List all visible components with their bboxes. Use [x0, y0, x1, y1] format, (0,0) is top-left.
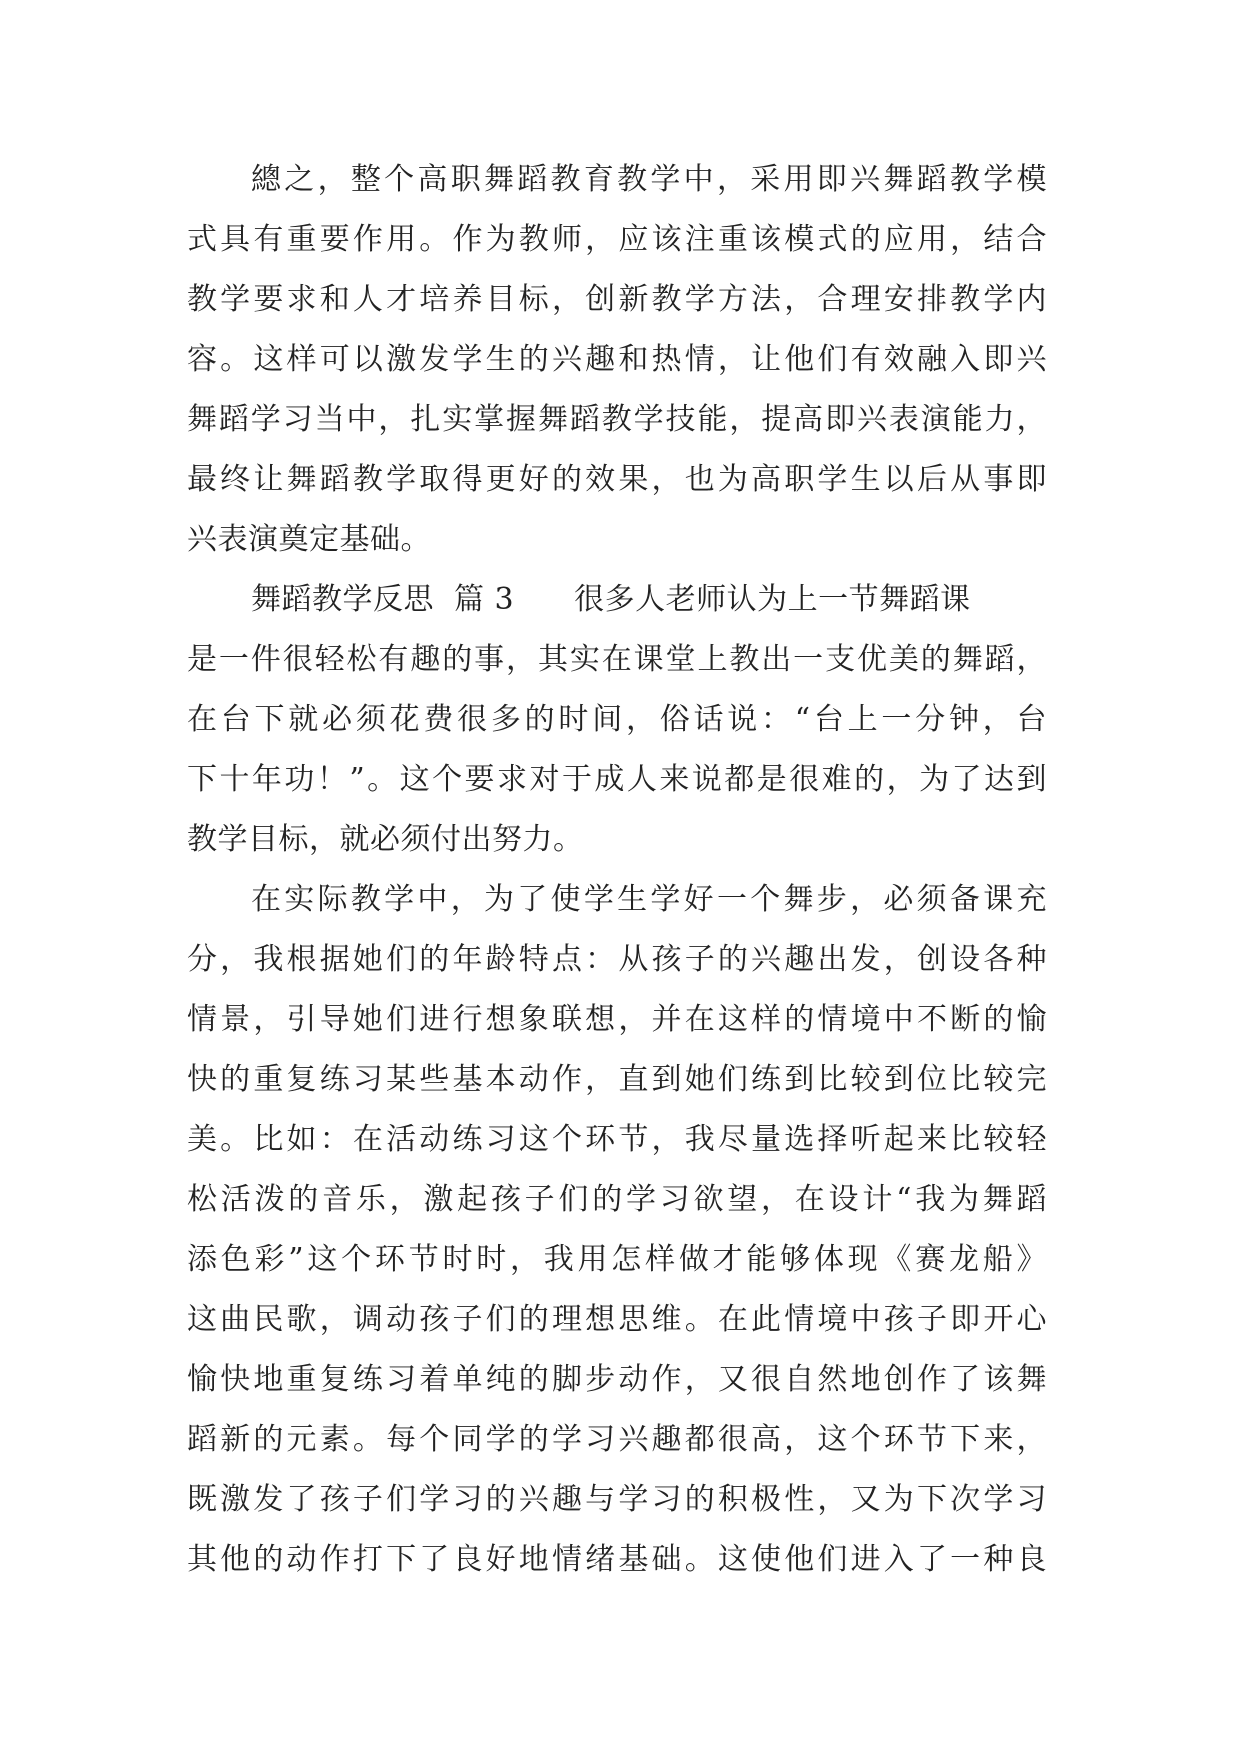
text-line: 其他的动作打下了良好地情绪基础。这使他们进入了一种良 [187, 1542, 1047, 1577]
text-line: 愉快地重复练习着单纯的脚步动作，又很自然地创作了该舞 [187, 1362, 1047, 1397]
text-line: 美。比如：在活动练习这个环节，我尽量选择听起来比较轻 [187, 1122, 1047, 1157]
document-body [187, 150, 1047, 1590]
paragraph-section-3 [187, 570, 1047, 870]
section-heading-line [187, 570, 1047, 630]
text-line: 舞蹈学习当中，扎实掌握舞蹈教学技能，提高即兴表演能力， [187, 402, 1047, 437]
text-line: 總之，整个高职舞蹈教育教学中，采用即兴舞蹈教学模 [251, 162, 1047, 197]
section-title: 舞蹈教学反思 [251, 582, 434, 617]
text-line: 很多人老师认为上一节舞蹈课 [574, 582, 971, 617]
text-line: 添色彩”这个环节时时，我用怎样做才能够体现《赛龙船》 [187, 1242, 1047, 1277]
text-line: 分，我根据她们的年龄特点：从孩子的兴趣出发，创设各种 [187, 942, 1047, 977]
text-line: 在台下就必须花费很多的时间，俗话说：“台上一分钟，台 [187, 702, 1047, 737]
text-line: 下十年功！”。这个要求对于成人来说都是很难的，为了达到 [187, 762, 1047, 797]
text-line: 松活泼的音乐，激起孩子们的学习欲望，在设计“我为舞蹈 [187, 1182, 1047, 1217]
text-line: 这曲民歌，调动孩子们的理想思维。在此情境中孩子即开心 [187, 1302, 1047, 1337]
text-line: 容。这样可以激发学生的兴趣和热情，让他们有效融入即兴 [187, 342, 1047, 377]
text-line: 兴表演奠定基础。 [187, 522, 431, 557]
text-line: 快的重复练习某些基本动作，直到她们练到比较到位比较完 [187, 1062, 1047, 1097]
paragraph-practice [187, 870, 1047, 1590]
text-line: 教学目标，就必须付出努力。 [187, 822, 584, 857]
section-number: 篇 3 [454, 582, 515, 617]
text-line: 情景，引导她们进行想象联想，并在这样的情境中不断的愉 [187, 1002, 1047, 1037]
text-line: 在实际教学中，为了使学生学好一个舞步，必须备课充 [251, 882, 1047, 917]
text-line: 是一件很轻松有趣的事，其实在课堂上教出一支优美的舞蹈， [187, 642, 1047, 677]
text-line: 教学要求和人才培养目标，创新教学方法，合理安排教学内 [187, 282, 1047, 317]
text-line: 最终让舞蹈教学取得更好的效果，也为高职学生以后从事即 [187, 462, 1047, 497]
paragraph-conclusion [187, 150, 1047, 570]
text-line: 式具有重要作用。作为教师，应该注重该模式的应用，结合 [187, 222, 1047, 257]
text-line: 蹈新的元素。每个同学的学习兴趣都很高，这个环节下来， [187, 1422, 1047, 1457]
text-line: 既激发了孩子们学习的兴趣与学习的积极性，又为下次学习 [187, 1482, 1047, 1517]
